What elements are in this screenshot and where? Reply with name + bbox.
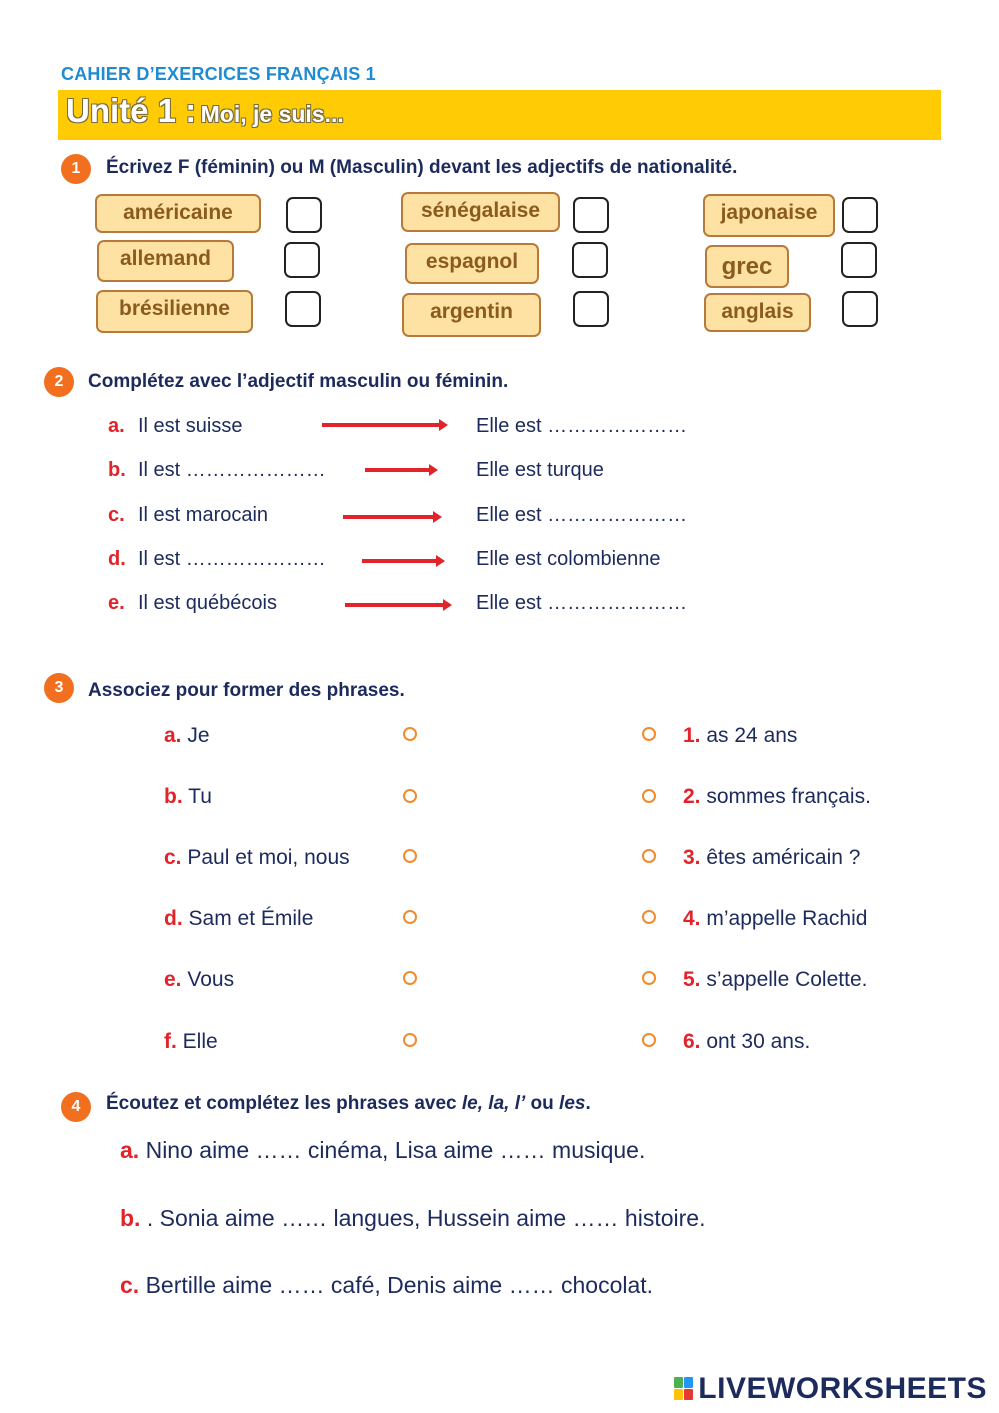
match-dot-left[interactable] [403, 910, 417, 924]
ending-item [683, 785, 871, 809]
sentence-text[interactable]: Nino aime …… cinéma, Lisa aime …… musique. [145, 1137, 646, 1163]
item-text: Je [187, 724, 210, 747]
unit-number: Unité 1 : [66, 92, 197, 129]
row-letter: c. [108, 504, 125, 526]
match-dot-right[interactable] [642, 789, 656, 803]
item-text: Tu [188, 785, 212, 808]
ending-item [683, 907, 867, 931]
item-letter: b. [164, 785, 183, 808]
feminine-phrase: Elle est colombienne [476, 548, 661, 570]
item-number: 5. [683, 968, 701, 991]
liveworksheets-icon [674, 1377, 694, 1401]
item-text: êtes américain ? [706, 846, 861, 869]
feminine-phrase: Elle est turque [476, 459, 604, 481]
exercise-1-instruction: Écrivez F (féminin) ou M (Masculin) devant les adjectifs de nationalité. [106, 157, 738, 178]
sentence-row [120, 1137, 645, 1164]
item-text: Elle [182, 1030, 218, 1053]
answer-box[interactable] [573, 197, 609, 233]
answer-box[interactable] [573, 291, 609, 327]
word-chip[interactable]: anglais [704, 293, 811, 332]
instruction-article: les [559, 1093, 586, 1114]
exercise-3-badge: 3 [44, 673, 74, 703]
right-arrow-icon [365, 468, 434, 472]
unit-title [66, 92, 344, 130]
subject-item [164, 968, 234, 992]
ending-item [683, 846, 860, 870]
match-dot-right[interactable] [642, 1033, 656, 1047]
word-chip[interactable]: sénégalaise [401, 192, 560, 232]
feminine-phrase[interactable]: Elle est ………………… [476, 592, 688, 614]
subject-item [164, 1030, 218, 1054]
answer-box[interactable] [285, 291, 321, 327]
sentence-row [120, 1205, 705, 1232]
item-letter: a. [164, 724, 182, 747]
word-chip[interactable]: brésilienne [96, 290, 253, 333]
row-letter: c. [120, 1272, 140, 1298]
workbook-title: CAHIER D’EXERCICES FRANÇAIS 1 [61, 64, 376, 84]
item-letter: c. [164, 846, 182, 869]
answer-box[interactable] [841, 242, 877, 278]
item-number: 2. [683, 785, 701, 808]
answer-box[interactable] [284, 242, 320, 278]
item-text: sommes français. [706, 785, 871, 808]
feminine-phrase[interactable]: Elle est ………………… [476, 504, 688, 526]
item-number: 3. [683, 846, 701, 869]
liveworksheets-logo[interactable] [674, 1372, 987, 1406]
masculine-phrase: Il est suisse [138, 415, 243, 437]
instruction-text: . [585, 1093, 591, 1114]
match-dot-left[interactable] [403, 971, 417, 985]
match-dot-right[interactable] [642, 727, 656, 741]
instruction-text: Écoutez et complétez les phrases avec [106, 1093, 462, 1114]
right-arrow-icon [362, 559, 441, 563]
row-letter: b. [108, 459, 126, 481]
item-number: 1. [683, 724, 701, 747]
exercise-4-instruction [106, 1093, 591, 1115]
item-letter: f. [164, 1030, 177, 1053]
row-letter: a. [108, 415, 125, 437]
subject-item [164, 785, 212, 809]
unit-title-bar [58, 90, 941, 140]
subject-item [164, 846, 350, 870]
answer-box[interactable] [572, 242, 608, 278]
feminine-phrase[interactable]: Elle est ………………… [476, 415, 688, 437]
row-letter: b. [120, 1205, 141, 1231]
word-chip[interactable]: américaine [95, 194, 261, 233]
answer-box[interactable] [286, 197, 322, 233]
right-arrow-icon [322, 423, 444, 427]
item-number: 4. [683, 907, 701, 930]
item-text: m’appelle Rachid [706, 907, 868, 930]
ending-item [683, 968, 867, 992]
item-text: Paul et moi, nous [187, 846, 350, 869]
word-chip[interactable]: japonaise [703, 194, 835, 237]
row-letter: e. [108, 592, 125, 614]
exercise-1-badge: 1 [61, 154, 91, 184]
match-dot-left[interactable] [403, 789, 417, 803]
match-dot-right[interactable] [642, 971, 656, 985]
ending-item [683, 724, 797, 748]
instruction-text: ou [525, 1093, 560, 1114]
ending-item [683, 1030, 810, 1054]
item-text: as 24 ans [706, 724, 798, 747]
word-chip[interactable]: espagnol [405, 243, 539, 284]
masculine-phrase: Il est marocain [138, 504, 269, 526]
instruction-articles: le, la, l’ [461, 1093, 526, 1114]
word-chip[interactable]: grec [705, 245, 789, 288]
item-letter: d. [164, 907, 183, 930]
masculine-phrase[interactable]: Il est ………………… [138, 459, 326, 481]
masculine-phrase[interactable]: Il est ………………… [138, 548, 326, 570]
row-letter: a. [120, 1137, 140, 1163]
item-text: Vous [187, 968, 235, 991]
sentence-row [120, 1272, 653, 1299]
item-number: 6. [683, 1030, 701, 1053]
exercise-2-badge: 2 [44, 367, 74, 397]
exercise-2-instruction: Complétez avec l’adjectif masculin ou féminin. [88, 371, 509, 392]
word-chip[interactable]: argentin [402, 293, 541, 337]
match-dot-left[interactable] [403, 1033, 417, 1047]
match-dot-right[interactable] [642, 910, 656, 924]
right-arrow-icon [345, 603, 448, 607]
exercise-3-instruction: Associez pour former des phrases. [88, 680, 405, 701]
item-letter: e. [164, 968, 182, 991]
unit-subtitle: Moi, je suis... [200, 101, 344, 127]
sentence-text[interactable]: Bertille aime …… café, Denis aime …… chocolat. [145, 1272, 654, 1298]
masculine-phrase: Il est québécois [138, 592, 277, 614]
sentence-text[interactable]: . Sonia aime …… langues, Hussein aime …… histoire. [146, 1205, 706, 1231]
word-chip[interactable]: allemand [97, 240, 234, 282]
match-dot-left[interactable] [403, 849, 417, 863]
item-text: ont 30 ans. [706, 1030, 811, 1053]
item-text: Sam et Émile [188, 907, 314, 930]
match-dot-right[interactable] [642, 849, 656, 863]
right-arrow-icon [343, 515, 438, 519]
answer-box[interactable] [842, 197, 878, 233]
answer-box[interactable] [842, 291, 878, 327]
logo-text: LIVEWORKSHEETS [698, 1372, 987, 1405]
subject-item [164, 724, 210, 748]
exercise-4-badge: 4 [61, 1092, 91, 1122]
match-dot-left[interactable] [403, 727, 417, 741]
subject-item [164, 907, 313, 931]
item-text: s’appelle Colette. [706, 968, 868, 991]
row-letter: d. [108, 548, 126, 570]
